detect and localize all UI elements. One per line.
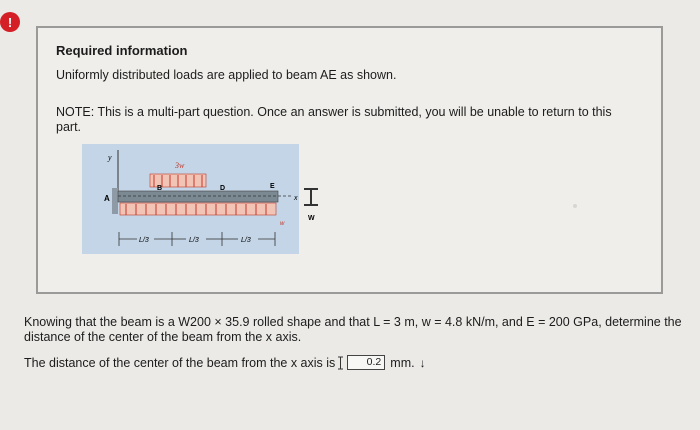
answer-unit: mm. xyxy=(390,355,415,370)
note-text: NOTE: This is a multi-part question. Once an answer is submitted, you will be unable to return to this part. xyxy=(56,105,612,134)
text-cursor-icon xyxy=(337,356,344,370)
down-arrow-icon: ↓ xyxy=(419,355,426,370)
label-w-load: w xyxy=(280,221,285,227)
answer-prompt: The distance of the center of the beam from the x axis is xyxy=(24,355,336,370)
label-d: D xyxy=(220,185,226,192)
beam xyxy=(118,191,278,202)
label-3w: 3w xyxy=(175,161,185,170)
required-information-panel xyxy=(36,26,663,294)
label-y: y xyxy=(108,153,112,162)
answer-input[interactable]: 0.2 xyxy=(347,355,385,370)
dim-label-1: L/3 xyxy=(139,237,149,244)
label-a: A xyxy=(104,194,110,203)
load-w-block xyxy=(120,203,276,215)
label-x: x xyxy=(294,195,298,202)
background-dot xyxy=(573,204,577,208)
label-e: E xyxy=(270,183,275,190)
wall-support xyxy=(112,188,118,214)
answer-row xyxy=(24,355,426,370)
beam-diagram xyxy=(82,144,315,254)
required-information-title: Required information xyxy=(56,43,188,58)
question-text: Knowing that the beam is a W200 × 35.9 rolled shape and that L = 3 m, w = 4.8 kN/m, and E = 200 GPa, determine the distance of the center of the beam from the x axis. xyxy=(24,315,682,344)
label-section-w: W xyxy=(308,215,315,222)
alert-exclamation-icon: ! xyxy=(0,12,20,32)
beam-figure xyxy=(82,144,315,254)
label-b: B xyxy=(157,185,163,192)
dim-label-3: L/3 xyxy=(241,237,251,244)
problem-statement: Uniformly distributed loads are applied to beam AE as shown. xyxy=(56,68,397,82)
w-section-icon xyxy=(304,188,318,206)
dim-label-2: L/3 xyxy=(189,237,199,244)
